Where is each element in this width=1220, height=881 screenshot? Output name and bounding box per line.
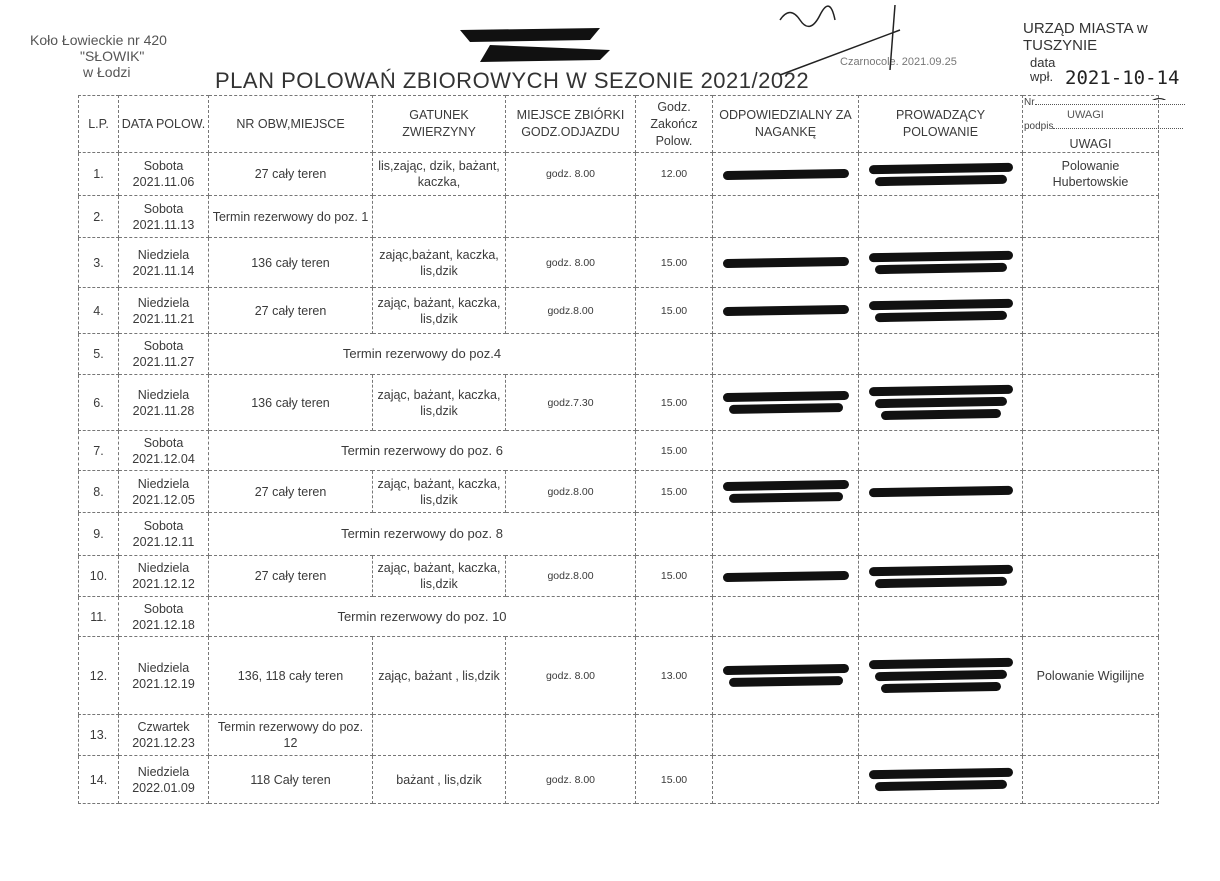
hunt-leader [859, 715, 1023, 756]
beaters-responsible [713, 637, 859, 715]
table-row [79, 196, 1159, 238]
redacted-name [868, 486, 1012, 498]
redacted-name [874, 576, 1006, 587]
hunt-date [119, 334, 209, 375]
meeting-time: godz.7.30 [506, 375, 636, 431]
redacted-name [874, 780, 1006, 791]
notes [1023, 715, 1159, 756]
redacted-name [868, 658, 1012, 670]
notes [1023, 196, 1159, 238]
redacted-name [868, 251, 1012, 263]
hunt-leader [859, 238, 1023, 288]
hunt-date: 2021.11.06 [132, 175, 195, 189]
col-date-header: DATA POLOW. [119, 96, 209, 153]
hunt-leader [859, 153, 1023, 196]
hunt-day: Niedziela [137, 387, 190, 402]
col-beaters-header: ODPOWIEDZIALNY ZA NAGANKĘ [713, 96, 859, 153]
table-row [79, 756, 1159, 804]
area: 136, 118 cały teren [209, 637, 373, 715]
row-number: 10. [79, 556, 119, 597]
area: 27 cały teren [209, 471, 373, 513]
stamp-date-label: data wpł. [1030, 55, 1056, 84]
meeting-time: godz. 8.00 [506, 153, 636, 196]
hunt-day: Niedziela [137, 247, 190, 262]
hunt-leader [859, 597, 1023, 637]
end-time [636, 513, 713, 556]
beaters-responsible [713, 238, 859, 288]
game-species: zając, bażant , lis,dzik [373, 637, 506, 715]
hunt-day: Sobota [143, 159, 184, 173]
stamp-podpis-label: podpis [1024, 121, 1054, 132]
redacted-name [874, 397, 1006, 408]
org-line: Koło Łowieckie nr 420 [30, 32, 167, 48]
hunt-date: 2021.11.14 [132, 263, 195, 278]
place-date: Czarnocole. 2021.09.25 [840, 56, 957, 68]
col-notes-header: UWAGI [1023, 96, 1159, 153]
hunt-leader [859, 637, 1023, 715]
org-line: w Łodzi [83, 64, 131, 80]
game-species [373, 715, 506, 756]
hunt-day: Sobota [143, 339, 184, 353]
organization-header [30, 32, 167, 80]
row-number: 8. [79, 471, 119, 513]
hunt-date [119, 238, 209, 288]
hunt-day: Niedziela [137, 476, 190, 491]
table-row [79, 637, 1159, 715]
area: 27 cały teren [209, 153, 373, 196]
redacted-name [868, 385, 1012, 397]
redacted-name [722, 480, 848, 491]
redacted-name [722, 391, 848, 402]
notes [1023, 471, 1159, 513]
stamp-uwagi-label: UWAGI [1067, 109, 1104, 121]
game-species: zając, bażant, kaczka, lis,dzik [373, 288, 506, 334]
end-time: 15.00 [636, 431, 713, 471]
hunt-date [119, 715, 209, 756]
hunt-date: 2021.11.13 [132, 217, 195, 232]
hunt-leader [859, 756, 1023, 804]
table-row [79, 556, 1159, 597]
table-row [79, 153, 1159, 196]
hunt-date [119, 431, 209, 471]
hunt-date: 2021.11.21 [132, 311, 195, 326]
area: 136 cały teren [209, 238, 373, 288]
notes [1023, 431, 1159, 471]
area: 118 Cały teren [209, 756, 373, 804]
notes: Polowanie Hubertowskie [1023, 153, 1159, 196]
redacted-name [722, 168, 848, 179]
stamp-podpis [1024, 121, 1183, 133]
redacted-name [880, 409, 1000, 420]
end-time: 15.00 [636, 375, 713, 431]
notes [1023, 513, 1159, 556]
row-number: 12. [79, 637, 119, 715]
col-meeting-header: MIEJSCE ZBIÓRKI GODZ.ODJAZDU [506, 96, 636, 153]
game-species: zając, bażant, kaczka, lis,dzik [373, 471, 506, 513]
table-row [79, 431, 1159, 471]
org-line: "SŁOWIK" [80, 48, 145, 64]
meeting-time: godz. 8.00 [506, 637, 636, 715]
redacted-name [868, 768, 1012, 780]
hunt-date [119, 756, 209, 804]
notes [1023, 375, 1159, 431]
row-number: 4. [79, 288, 119, 334]
end-time [636, 715, 713, 756]
hunt-date [119, 597, 209, 637]
game-species: bażant , lis,dzik [373, 756, 506, 804]
handwritten-signatures [450, 0, 1220, 100]
table-row [79, 597, 1159, 637]
game-species [373, 196, 506, 238]
stamp-nr-label: Nr [1024, 97, 1035, 108]
end-time: 13.00 [636, 637, 713, 715]
end-time: 12.00 [636, 153, 713, 196]
redacted-name [874, 670, 1006, 681]
reserve-note: Termin rezerwowy do poz. 10 [209, 597, 636, 637]
col-end-header: Godz. Zakończ Polow. [636, 96, 713, 153]
notes [1023, 288, 1159, 334]
redacted-name [722, 305, 848, 316]
hunt-date [119, 637, 209, 715]
table-row [79, 334, 1159, 375]
row-number: 3. [79, 238, 119, 288]
hunt-day: Niedziela [137, 764, 190, 779]
hunt-leader [859, 556, 1023, 597]
row-number: 11. [79, 597, 119, 637]
document-title: PLAN POLOWAŃ ZBIOROWYCH W SEZONIE 2021/2022 [215, 68, 810, 93]
hunt-day: Niedziela [137, 660, 190, 675]
row-number: 5. [79, 334, 119, 375]
hunt-date: 2021.12.12 [132, 577, 195, 591]
reserve-note: Termin rezerwowy do poz. 6 [209, 431, 636, 471]
col-leader-header: PROWADZĄCY POLOWANIE [859, 96, 1023, 153]
reserve-note: Termin rezerwowy do poz. 8 [209, 513, 636, 556]
end-time: 15.00 [636, 288, 713, 334]
row-number: 6. [79, 375, 119, 431]
beaters-responsible [713, 153, 859, 196]
redacted-name [874, 263, 1006, 274]
beaters-responsible [713, 375, 859, 431]
game-species: zając, bażant, kaczka, lis,dzik [373, 556, 506, 597]
table-row [79, 238, 1159, 288]
hunt-day: Niedziela [137, 295, 190, 310]
redacted-name [868, 299, 1012, 311]
redacted-name [868, 564, 1012, 576]
area: 27 cały teren [209, 556, 373, 597]
hunt-date: 2021.11.28 [132, 403, 195, 418]
redacted-name [728, 676, 842, 687]
notes [1023, 238, 1159, 288]
area: Termin rezerwowy do poz. 12 [209, 715, 373, 756]
area: 136 cały teren [209, 375, 373, 431]
notes [1023, 556, 1159, 597]
area: 27 cały teren [209, 288, 373, 334]
hunt-leader [859, 471, 1023, 513]
beaters-responsible [713, 288, 859, 334]
redacted-name [874, 174, 1006, 185]
redacted-name [722, 664, 848, 675]
end-time: 15.00 [636, 756, 713, 804]
table-row [79, 288, 1159, 334]
hunt-leader [859, 196, 1023, 238]
redacted-name [728, 492, 842, 503]
meeting-time: godz.8.00 [506, 556, 636, 597]
hunt-date [119, 513, 209, 556]
hunt-day: Sobota [143, 519, 184, 533]
hunt-date: 2021.11.27 [132, 355, 195, 369]
end-time [636, 597, 713, 637]
row-number: 9. [79, 513, 119, 556]
notes [1023, 334, 1159, 375]
hunt-date [119, 375, 209, 431]
end-time: 15.00 [636, 238, 713, 288]
end-time: 15.00 [636, 471, 713, 513]
hunt-date [119, 288, 209, 334]
office-stamp-name: URZĄD MIASTA w TUSZYNIE [1023, 20, 1148, 54]
notes [1023, 756, 1159, 804]
redacted-name [722, 257, 848, 268]
hunt-day: Niedziela [137, 561, 190, 575]
hunt-day: Sobota [143, 201, 184, 216]
beaters-responsible [713, 597, 859, 637]
hunt-plan-table [78, 95, 1159, 804]
redacted-name [880, 682, 1000, 693]
row-number: 14. [79, 756, 119, 804]
hunt-date: 2021.12.18 [132, 617, 195, 632]
meeting-time: godz.8.00 [506, 288, 636, 334]
hunt-day: Sobota [143, 601, 184, 616]
hunt-date: 2021.12.11 [132, 535, 195, 549]
hunt-leader [859, 334, 1023, 375]
game-species: lis,zając, dzik, bażant, kaczka, [373, 153, 506, 196]
beaters-responsible [713, 513, 859, 556]
game-species: zając,bażant, kaczka, lis,dzik [373, 238, 506, 288]
hunt-date [119, 196, 209, 238]
hunt-date: 2021.12.19 [132, 676, 195, 691]
col-lp-header: L.P. [79, 96, 119, 153]
hunt-day: Sobota [143, 435, 184, 450]
beaters-responsible [713, 556, 859, 597]
hunt-date [119, 153, 209, 196]
area: Termin rezerwowy do poz. 1 [209, 196, 373, 238]
redacted-name [868, 162, 1012, 174]
end-time [636, 196, 713, 238]
row-number: 1. [79, 153, 119, 196]
col-area-header: NR OBW,MIEJSCE [209, 96, 373, 153]
redaction-mark [460, 28, 610, 62]
meeting-time [506, 196, 636, 238]
stamp-date-value: 2021-10-14 [1065, 67, 1180, 89]
meeting-time [506, 715, 636, 756]
end-time: 15.00 [636, 556, 713, 597]
row-number: 13. [79, 715, 119, 756]
redacted-name [874, 311, 1006, 322]
table-row [79, 471, 1159, 513]
hunt-date: 2022.01.09 [132, 780, 195, 795]
hunt-day: Czwartek [137, 720, 190, 734]
notes [1023, 597, 1159, 637]
game-species: zając, bażant, kaczka, lis,dzik [373, 375, 506, 431]
hunt-leader [859, 513, 1023, 556]
col-game-header: GATUNEK ZWIERZYNY [373, 96, 506, 153]
hunt-leader [859, 288, 1023, 334]
hunt-date: 2021.12.05 [132, 492, 195, 507]
notes: Polowanie Wigilijne [1023, 637, 1159, 715]
hunt-date: 2021.12.23 [132, 736, 195, 750]
table-row [79, 715, 1159, 756]
hunt-date: 2021.12.04 [132, 451, 195, 466]
redacted-name [728, 403, 842, 414]
beaters-responsible [713, 431, 859, 471]
beaters-responsible [713, 471, 859, 513]
meeting-time: godz. 8.00 [506, 756, 636, 804]
meeting-time: godz.8.00 [506, 471, 636, 513]
end-time [636, 334, 713, 375]
meeting-time: godz. 8.00 [506, 238, 636, 288]
signature-stroke [780, 5, 900, 75]
row-number: 2. [79, 196, 119, 238]
stamp-nr [1024, 97, 1185, 109]
hunt-date [119, 471, 209, 513]
hunt-leader [859, 431, 1023, 471]
redacted-name [722, 570, 848, 581]
hunt-date [119, 556, 209, 597]
beaters-responsible [713, 334, 859, 375]
beaters-responsible [713, 756, 859, 804]
beaters-responsible [713, 715, 859, 756]
table-row [79, 375, 1159, 431]
reserve-note: Termin rezerwowy do poz.4 [209, 334, 636, 375]
table-row [79, 513, 1159, 556]
row-number: 7. [79, 431, 119, 471]
hunt-leader [859, 375, 1023, 431]
beaters-responsible [713, 196, 859, 238]
